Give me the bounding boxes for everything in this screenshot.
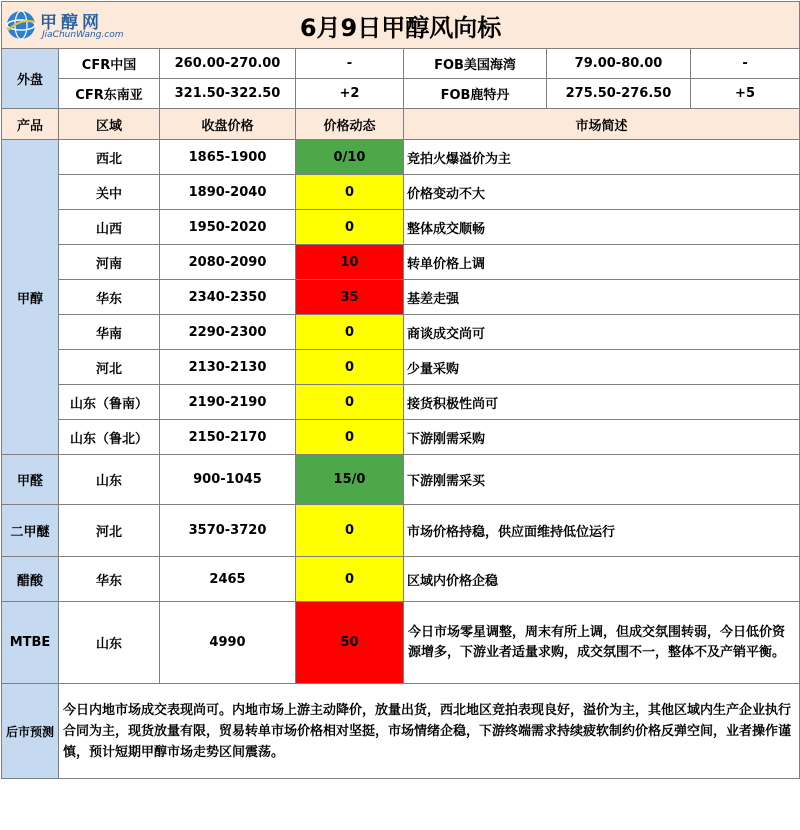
product-acetic-acid: 醋酸 [2,557,59,602]
price-cell: 2340-2350 [160,280,296,315]
table-row [2,505,800,557]
page-title: 6月9日甲醇风向标 [299,13,502,42]
external-row-1 [2,49,800,79]
logo-url: JiaChunWang.com [42,30,124,40]
price-cell: 3570-3720 [160,505,296,557]
forecast-row [2,684,800,779]
table-row [2,315,800,350]
title-row [2,2,800,49]
region-cell: 山东 [59,602,160,684]
trend-cell: 10 [296,245,404,280]
trend-cell: 0 [296,210,404,245]
price-cell: 1950-2020 [160,210,296,245]
header-summary: 市场简述 [404,109,800,140]
trend-cell: 35 [296,280,404,315]
region-cell: 山东 [59,455,160,505]
trend-cell: 0/10 [296,140,404,175]
price-table [1,1,800,779]
summary-cell: 下游刚需采买 [404,455,800,505]
summary-cell: 今日市场零星调整，周末有所上调，但成交氛围转弱，今日低价资源增多，下游业者适量求购，成交氛围不一，整体不及产销平衡。 [404,602,800,684]
region-cell: 华东 [59,280,160,315]
title-cell [2,2,800,49]
price-cell: 1890-2040 [160,175,296,210]
region-cell: 山东（鲁北） [59,420,160,455]
price-cell: 2290-2300 [160,315,296,350]
product-methanol: 甲醇 [2,140,59,455]
price-cell: 2150-2170 [160,420,296,455]
summary-cell: 区域内价格企稳 [404,557,800,602]
table-row [2,210,800,245]
trend-cell: 0 [296,557,404,602]
summary-cell: 接货积极性尚可 [404,385,800,420]
header-product: 产品 [2,109,59,140]
external-market-change: +5 [691,79,800,109]
external-market-price: 321.50-322.50 [160,79,296,109]
forecast-text: 今日内地市场成交表现尚可。内地市场上游主动降价，放量出货，西北地区竞拍表现良好，溢价为主，其他区域内生产企业执行合同为主，现货放量有限，贸易转单市场价格相对坚挺，市场情绪企稳，下游终端需求持续疲软制约价格反弹空间，业者操作谨慎，预计短期甲醇市场走势区间震荡。 [59,684,800,779]
trend-cell: 0 [296,505,404,557]
external-label: 外盘 [2,49,59,109]
table-row [2,175,800,210]
external-market-price: 79.00-80.00 [547,49,691,79]
table-row [2,455,800,505]
trend-cell: 0 [296,315,404,350]
price-cell: 2190-2190 [160,385,296,420]
summary-cell: 转单价格上调 [404,245,800,280]
region-cell: 关中 [59,175,160,210]
price-cell: 2465 [160,557,296,602]
region-cell: 河北 [59,350,160,385]
summary-cell: 市场价格持稳，供应面维持低位运行 [404,505,800,557]
region-cell: 华东 [59,557,160,602]
summary-cell: 少量采购 [404,350,800,385]
trend-cell: 0 [296,175,404,210]
external-market-name: CFR东南亚 [59,79,160,109]
table-row [2,602,800,684]
table-row [2,420,800,455]
region-cell: 河南 [59,245,160,280]
trend-cell: 0 [296,420,404,455]
external-market-change: - [296,49,404,79]
price-cell: 1865-1900 [160,140,296,175]
table-row [2,350,800,385]
price-cell: 900-1045 [160,455,296,505]
price-cell: 2080-2090 [160,245,296,280]
external-market-price: 275.50-276.50 [547,79,691,109]
header-region: 区域 [59,109,160,140]
forecast-label: 后市预测 [2,684,59,779]
external-market-name: FOB鹿特丹 [404,79,547,109]
header-trend: 价格动态 [296,109,404,140]
table-row [2,140,800,175]
region-cell: 西北 [59,140,160,175]
external-market-change: +2 [296,79,404,109]
logo-text: 甲醇网 [40,13,103,33]
table-row [2,385,800,420]
header-price: 收盘价格 [160,109,296,140]
product-mtbe: MTBE [2,602,59,684]
region-cell: 河北 [59,505,160,557]
summary-cell: 价格变动不大 [404,175,800,210]
external-market-name: FOB美国海湾 [404,49,547,79]
region-cell: 山东（鲁南） [59,385,160,420]
price-cell: 2130-2130 [160,350,296,385]
summary-cell: 竞拍火爆溢价为主 [404,140,800,175]
table-row [2,280,800,315]
summary-cell: 整体成交顺畅 [404,210,800,245]
region-cell: 山西 [59,210,160,245]
logo [6,6,136,46]
trend-cell: 50 [296,602,404,684]
price-cell: 4990 [160,602,296,684]
trend-cell: 0 [296,385,404,420]
product-formaldehyde: 甲醛 [2,455,59,505]
external-row-2 [2,79,800,109]
globe-icon [6,10,36,40]
summary-cell: 商谈成交尚可 [404,315,800,350]
summary-cell: 基差走强 [404,280,800,315]
external-market-change: - [691,49,800,79]
trend-cell: 15/0 [296,455,404,505]
external-market-name: CFR中国 [59,49,160,79]
region-cell: 华南 [59,315,160,350]
table-row [2,557,800,602]
summary-cell: 下游刚需采购 [404,420,800,455]
trend-cell: 0 [296,350,404,385]
table-row [2,245,800,280]
external-market-price: 260.00-270.00 [160,49,296,79]
header-row [2,109,800,140]
product-dme: 二甲醚 [2,505,59,557]
